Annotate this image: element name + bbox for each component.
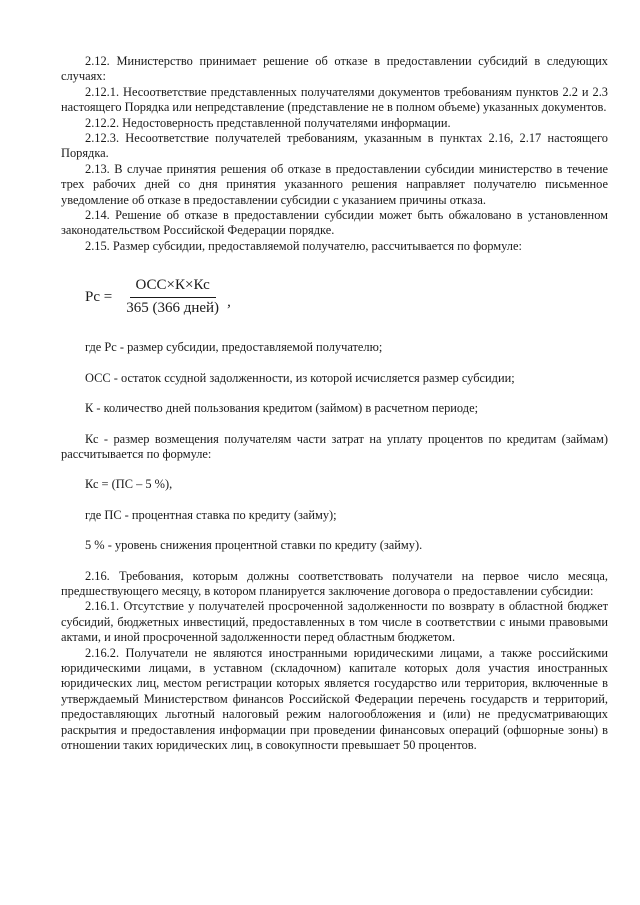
- paragraph-2-16-2: 2.16.2. Получатели не являются иностранными юридическими лицами, а также российскими юридическими лицами, в уставном (складочном) капитале которых доля участия иностранных юридических лиц, местом регистрации которых является государство или территория, включенные в утверждаемый Министерством финансов Российской Федерации перечень государств и территорий, предоставляющих льготный налоговый режим налогообложения и (или) не предусматривающих раскрытия и предоставления информации при проведении финансовых операций (офшорные зоны) в отношении таких юридических лиц, в совокупности превышает 50 процентов.: [61, 645, 608, 752]
- formula-lhs: Рс =: [85, 288, 113, 305]
- paragraph-2-15: 2.15. Размер субсидии, предоставляемой получателю, рассчитывается по формуле:: [85, 238, 522, 253]
- paragraph-2-12: 2.12. Министерство принимает решение об отказе в предоставлении субсидий в следующих случаях:: [61, 54, 608, 84]
- spacer: [61, 356, 608, 371]
- paragraph-2-16-1: 2.16.1. Отсутствие у получателей просроченной задолженности по возврату в областной бюджет субсидий, бюджетных инвестиций, предоставленных в том числе в соответствии с иными правовыми актами, и иной просроченной задолженности перед областным бюджетом.: [61, 599, 608, 645]
- paragraph-2-13: 2.13. В случае принятия решения об отказе в предоставлении субсидии министерство в течение трех рабочих дней со дня принятия указанного решения направляет получателю письменное уведомление об отказе в предоставлении субсидии с указанием причины отказа.: [61, 161, 608, 207]
- formula-fraction: [120, 278, 225, 316]
- spacer: [61, 554, 608, 569]
- definition-ps: где ПС - процентная ставка по кредиту (займу);: [85, 507, 337, 522]
- spacer: [61, 523, 608, 538]
- definition-5-percent: 5 % - уровень снижения процентной ставки по кредиту (займу).: [85, 538, 423, 553]
- formula-denominator: 365 (366 дней): [126, 299, 220, 316]
- definition-ks: Кс - размер возмещения получателям части затрат на уплату процентов по кредитам (займам) рассчитывается по формуле:: [61, 431, 608, 461]
- formula-comma: ,: [227, 293, 231, 310]
- paragraph-2-12-2: 2.12.2. Недостоверность представленной получателями информации.: [85, 115, 451, 130]
- spacer: [61, 462, 608, 477]
- spacer: [61, 493, 608, 508]
- paragraph-2-14: 2.14. Решение об отказе в предоставлении субсидии может быть обжаловано в установленном законодательством Российской Федерации порядке.: [61, 208, 608, 238]
- definition-rs: где Рс - размер субсидии, предоставляемой получателю;: [85, 340, 383, 355]
- subsidy-formula: [85, 266, 608, 328]
- paragraph-2-16: 2.16. Требования, которым должны соответствовать получатели на первое число месяца, предшествующего месяцу, в котором планируется заключение договора о предоставлении субсидии:: [61, 568, 608, 598]
- definition-oss: ОСС - остаток ссудной задолженности, из которой исчисляется размер субсидии;: [85, 370, 515, 385]
- definition-k: К - количество дней пользования кредитом (займом) в расчетном периоде;: [85, 401, 479, 416]
- paragraph-2-12-1: 2.12.1. Несоответствие представленных получателями документов требованиям пунктов 2.2 и 2.3 настоящего Порядка или непредставление (представление не в полном объеме) указанных документов.: [61, 84, 608, 115]
- formula-numerator: ОСС×К×Кс: [130, 278, 216, 297]
- spacer: [61, 417, 608, 432]
- formula-ks: Кс = (ПС – 5 %),: [85, 477, 173, 492]
- paragraph-2-12-3: 2.12.3. Несоответствие получателей требованиям, указанным в пунктах 2.16, 2.17 настоящего Порядка.: [61, 131, 608, 161]
- spacer: [61, 386, 608, 401]
